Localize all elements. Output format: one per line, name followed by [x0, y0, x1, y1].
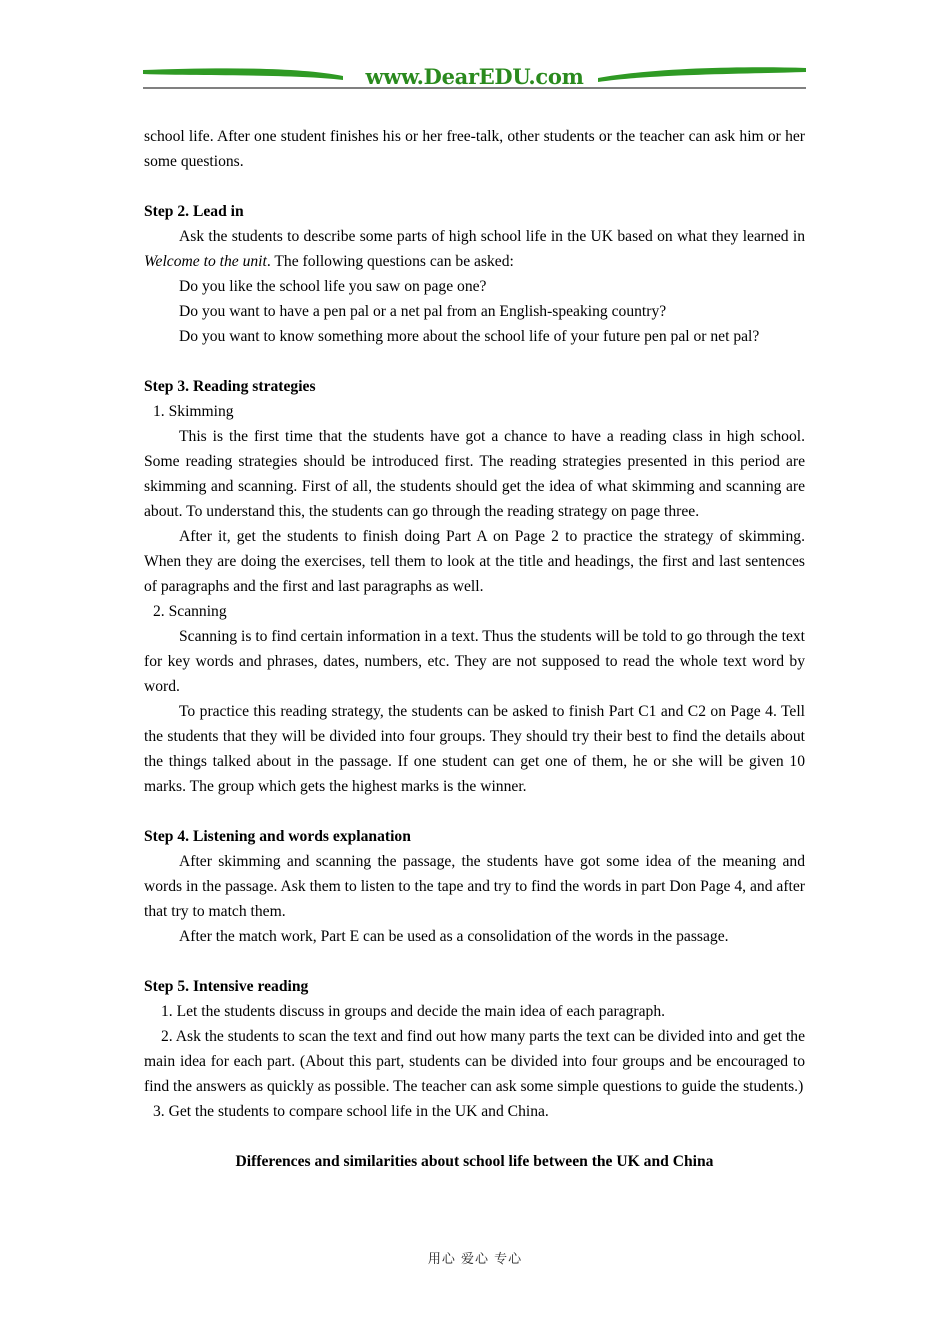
step3-subheading-skimming: 1. Skimming [153, 403, 234, 420]
step3-heading: Step 3. Reading strategies [144, 378, 316, 395]
step4-paragraph: After the match work, Part E can be used as a consolidation of the words in the passage. [179, 928, 729, 945]
step2-text-b: . The following questions can be asked: [266, 253, 514, 270]
step4-heading: Step 4. Listening and words explanation [144, 828, 411, 845]
step2-text-a: Ask the students to describe some parts of high school life in the UK based on what they learned in [179, 228, 805, 245]
step3-skimming-paragraph: After it, get the students to finish doing Part A on Page 2 to practice the strategy of skimming. When they are doing the exercises, tell them to look at the title and headings, the first and last sentences of paragraphs and the first and last paragraphs as well. [144, 528, 805, 595]
intro-paragraph: school life. After one student finishes his or her free-talk, other students or the teacher can ask him or her some questions. [144, 128, 805, 170]
step3-subheading-scanning: 2. Scanning [153, 603, 227, 620]
table-title: Differences and similarities about school life between the UK and China [235, 1153, 714, 1170]
step5-heading: Step 5. Intensive reading [144, 978, 309, 995]
step5-item: 2. Ask the students to scan the text and find out how many parts the text can be divided into and get the main idea for each part. (About this part, students can be divided into four groups and be encouraged to find the answers as quickly as possible. The teacher can ask some simple questions to guide the students.) [144, 1028, 805, 1095]
step2-heading: Step 2. Lead in [144, 203, 244, 220]
page-footer: 用心 爱心 专心 [427, 1252, 523, 1267]
step2-question: Do you want to have a pen pal or a net pal from an English-speaking country? [179, 303, 667, 320]
site-logo-text: www.DearEDU.com [365, 64, 584, 89]
step3-skimming-paragraph: This is the first time that the students have got a chance to have a reading class in high school. Some reading strategies should be introduced first. The reading strategies presented in this period are skimming and scanning. First of all, the students should get the idea of what skimming and scanning are about. To understand this, the students can go through the reading strategy on page three. [144, 428, 805, 520]
step2-paragraph [144, 224, 805, 274]
step2-question: Do you like the school life you saw on page one? [179, 278, 487, 295]
page-header [143, 62, 806, 92]
step3-scanning-paragraph: To practice this reading strategy, the students can be asked to finish Part C1 and C2 on Page 4. Tell the students that they will be divided into four groups. They should try their best to find the details about the things talked about in the passage. If one student can get one of them, he or she will be given 10 marks. The group which gets the highest marks is the winner. [144, 703, 805, 795]
step4-paragraph: After skimming and scanning the passage, the students have got some idea of the meaning and words in the passage. Ask them to listen to the tape and try to find the words in part Don Page 4, and after that try to match them. [144, 853, 805, 920]
step3-scanning-paragraph: Scanning is to find certain information in a text. Thus the students will be told to go through the text for key words and phrases, dates, numbers, etc. They are not supposed to read the whole text word by word. [144, 628, 805, 695]
step2-question: Do you want to know something more about the school life of your future pen pal or net pal? [179, 328, 760, 345]
step2-text-italic: Welcome to the unit [144, 253, 267, 270]
step5-item: 1. Let the students discuss in groups and decide the main idea of each paragraph. [161, 1003, 666, 1020]
document-body [144, 124, 805, 1174]
step5-item: 3. Get the students to compare school life in the UK and China. [153, 1103, 549, 1120]
